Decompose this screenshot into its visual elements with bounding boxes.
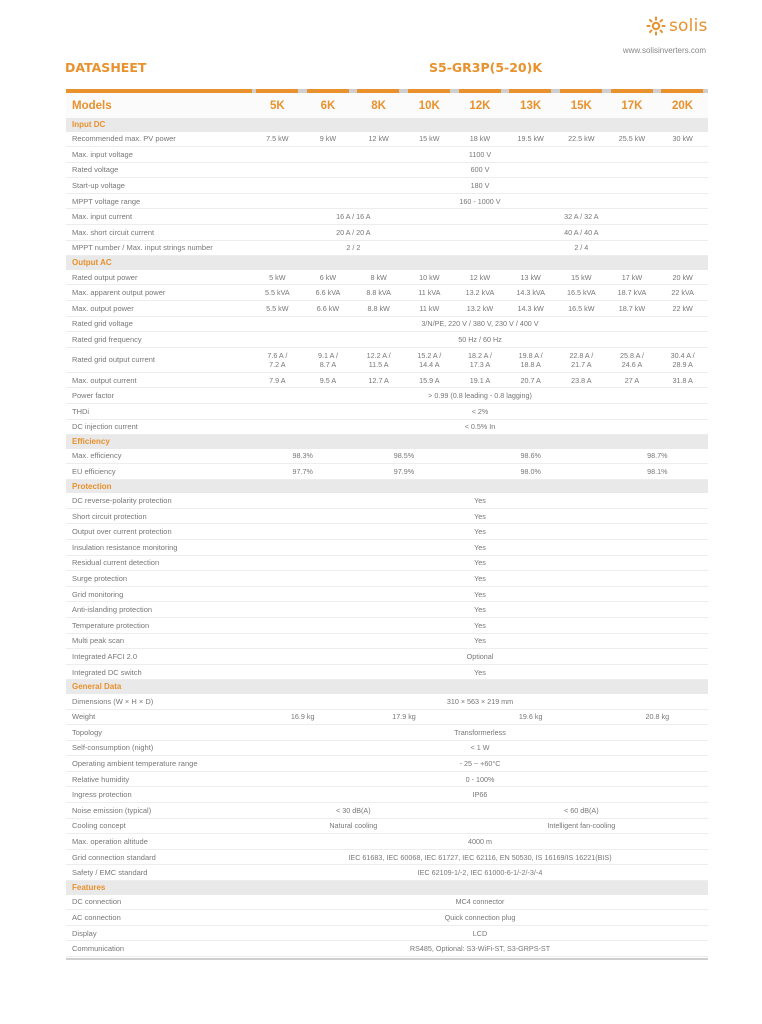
- row-value: Quick connection plug: [444, 912, 516, 922]
- section-input-dc: Input DC: [66, 118, 708, 132]
- model-12k: 12K: [469, 99, 491, 112]
- section-output-ac: Output AC: [66, 256, 708, 270]
- table-row: [66, 540, 708, 556]
- row-value: 17 kW: [621, 272, 643, 282]
- table-row: [66, 910, 708, 926]
- row-value: Transformerless: [454, 727, 506, 737]
- row-label: Self-consumption (night): [72, 743, 154, 753]
- table-row: [66, 163, 708, 179]
- row-value: Yes: [474, 496, 486, 506]
- row-value: < 30 dB(A): [336, 805, 371, 815]
- row-value: 22.8 A / 21.7 A: [569, 350, 594, 369]
- website-url: www.solisinverters.com: [622, 46, 706, 55]
- table-row: [66, 725, 708, 741]
- table-row: [66, 404, 708, 420]
- table-row: [66, 618, 708, 634]
- model-15k: 15K: [570, 99, 592, 112]
- table-row: [66, 194, 708, 210]
- table-row: [66, 587, 708, 603]
- row-label: Max. short circuit current: [72, 227, 155, 237]
- row-value: 31.8 A: [672, 375, 693, 385]
- model-5k: 5K: [269, 99, 285, 112]
- table-row: [66, 388, 708, 404]
- section-efficiency: Efficiency: [66, 435, 708, 449]
- table-row: [66, 348, 708, 373]
- row-value: 23.8 A: [571, 375, 592, 385]
- row-label: Rated grid output current: [72, 355, 155, 365]
- row-label: AC connection: [72, 912, 121, 922]
- row-value: 98.3%: [292, 451, 313, 461]
- table-row: [66, 941, 708, 957]
- row-value: 22 kW: [672, 303, 693, 313]
- row-value: 18 kW: [469, 134, 491, 144]
- table-row: [66, 787, 708, 803]
- row-value: RS485, Optional: S3-WiFi-ST, S3-GRPS-ST: [409, 944, 551, 954]
- section-general-data: General Data: [66, 680, 708, 694]
- table-row: [66, 509, 708, 525]
- table-row: [66, 332, 708, 348]
- row-label: Max. apparent output power: [72, 288, 166, 298]
- row-label: Integrated DC switch: [72, 667, 142, 677]
- table-row: [66, 819, 708, 835]
- row-value: 16.5 kVA: [567, 288, 596, 298]
- row-value: IEC 61683, IEC 60068, IEC 61727, IEC 62116, EN 50530, IS 16169/IS 16221(BIS): [348, 852, 612, 862]
- row-label: Start-up voltage: [72, 181, 125, 191]
- row-value: 8 kW: [370, 272, 387, 282]
- row-label: Short circuit protection: [72, 511, 147, 521]
- row-label: Surge protection: [72, 574, 128, 584]
- row-label: Relative humidity: [72, 774, 130, 784]
- row-value: 18.2 A / 17.3 A: [467, 350, 492, 369]
- row-value: 3/N/PE, 220 V / 380 V, 230 V / 400 V: [421, 319, 539, 329]
- row-label: Anti-islanding protection: [72, 605, 153, 615]
- row-value: 10 kW: [419, 272, 440, 282]
- model-20k: 20K: [672, 99, 694, 112]
- table-row: [66, 556, 708, 572]
- row-value: LCD: [472, 928, 488, 938]
- row-label: Max. operation altitude: [72, 837, 148, 847]
- row-value: 8.8 kW: [367, 303, 390, 313]
- row-label: Max. output current: [72, 375, 137, 385]
- row-value: Yes: [474, 527, 486, 537]
- row-label: Rated voltage: [72, 165, 119, 175]
- row-label: Grid connection standard: [72, 852, 156, 862]
- row-label: Max. efficiency: [72, 451, 122, 461]
- table-row: [66, 420, 708, 436]
- row-value: 30 kW: [672, 134, 693, 144]
- row-value: < 0.5% In: [464, 422, 496, 432]
- row-value: < 1 W: [470, 743, 490, 753]
- row-label: Temperature protection: [72, 620, 150, 630]
- section-protection: Protection: [66, 480, 708, 494]
- row-value: 15.9 A: [419, 375, 440, 385]
- row-value: 22.5 kW: [568, 134, 595, 144]
- row-value: 20.8 kg: [645, 712, 670, 722]
- row-label: Grid monitoring: [72, 589, 124, 599]
- table-row: [66, 895, 708, 911]
- doc-title: DATASHEET: [65, 60, 147, 75]
- row-value: 32 A / 32 A: [564, 212, 599, 222]
- row-value: 6.6 kVA: [315, 288, 341, 298]
- row-value: 160 - 1000 V: [459, 196, 501, 206]
- row-value: 97.7%: [292, 466, 313, 476]
- row-value: 16.9 kg: [290, 712, 315, 722]
- row-value: 40 A / 40 A: [564, 227, 599, 237]
- table-row: [66, 649, 708, 665]
- row-label: MPPT voltage range: [72, 196, 141, 206]
- table-row: [66, 301, 708, 317]
- table-body: [66, 118, 708, 957]
- row-value: 18.7 kW: [618, 303, 646, 313]
- row-value: 310 × 563 × 219 mm: [446, 696, 514, 706]
- table-row: [66, 850, 708, 866]
- table-row: [66, 225, 708, 241]
- row-value: 15 kW: [571, 272, 592, 282]
- row-value: - 25 ~ +60°C: [459, 759, 501, 769]
- row-value: 19.5 kW: [517, 134, 544, 144]
- row-value: 180 V: [470, 181, 490, 191]
- row-value: 5.5 kW: [266, 303, 289, 313]
- row-label: DC reverse-polarity protection: [72, 496, 172, 506]
- row-value: 13.2 kVA: [465, 288, 495, 298]
- row-value: < 60 dB(A): [564, 805, 599, 815]
- row-value: 98.0%: [520, 466, 541, 476]
- row-value: 9.1 A / 8.7 A: [317, 350, 338, 369]
- table-row: [66, 634, 708, 650]
- model-17k: 17K: [621, 99, 643, 112]
- row-value: Yes: [474, 667, 486, 677]
- row-value: 20 kW: [672, 272, 693, 282]
- row-label: Power factor: [72, 391, 115, 401]
- row-value: 12 kW: [469, 272, 491, 282]
- table-row: [66, 493, 708, 509]
- row-value: IEC 62109-1/-2, IEC 61000-6-1/-2/-3/-4: [417, 868, 543, 878]
- row-value: 7.9 A: [269, 375, 286, 385]
- row-label: DC connection: [72, 897, 122, 907]
- row-label: Dimensions (W × H × D): [72, 696, 154, 706]
- row-label: Insulation resistance monitoring: [72, 542, 178, 552]
- table-row: [66, 694, 708, 710]
- solis-logo: [646, 16, 708, 36]
- sun-icon: [646, 16, 666, 36]
- section-features: Features: [66, 881, 708, 895]
- row-value: Yes: [474, 511, 486, 521]
- row-value: Yes: [474, 574, 486, 584]
- row-value: 12.2 A / 11.5 A: [366, 350, 391, 369]
- row-label: Ingress protection: [72, 790, 132, 800]
- row-label: Recommended max. PV power: [72, 134, 176, 144]
- logo-text: solis: [669, 16, 708, 36]
- table-row: [66, 373, 708, 389]
- row-value: Yes: [474, 589, 486, 599]
- row-value: 98.7%: [647, 451, 668, 461]
- row-value: 22 kVA: [671, 288, 694, 298]
- table-row: [66, 571, 708, 587]
- table-row: [66, 524, 708, 540]
- row-value: 9 kW: [319, 134, 337, 144]
- bottom-rule: [66, 958, 708, 960]
- row-value: Yes: [474, 542, 486, 552]
- row-label: Communication: [72, 944, 125, 954]
- row-value: 0 - 100%: [465, 774, 495, 784]
- row-value: 97.9%: [393, 466, 415, 476]
- row-value: 13.2 kW: [466, 303, 494, 313]
- row-value: 19.1 A: [469, 375, 491, 385]
- row-label: Safety / EMC standard: [72, 868, 148, 878]
- row-value: < 2%: [471, 406, 489, 416]
- table-row: [66, 710, 708, 726]
- row-value: 2 / 2: [346, 243, 361, 253]
- row-value: 19.8 A / 18.8 A: [518, 350, 543, 369]
- row-label: Weight: [72, 712, 96, 722]
- table-row: [66, 241, 708, 257]
- row-value: 13 kW: [520, 272, 541, 282]
- row-value: 16.5 kW: [568, 303, 595, 313]
- datasheet-table: [66, 89, 708, 960]
- row-label: Display: [72, 928, 97, 938]
- models-header-row: [66, 93, 708, 118]
- row-value: 14.3 kW: [517, 303, 544, 313]
- row-value: 6.6 kW: [316, 303, 340, 313]
- table-row: [66, 317, 708, 333]
- row-label: Residual current detection: [72, 558, 160, 568]
- row-label: Rated grid voltage: [72, 319, 133, 329]
- row-value: Yes: [474, 620, 486, 630]
- table-row: [66, 756, 708, 772]
- table-row: [66, 665, 708, 681]
- row-value: 98.1%: [647, 466, 668, 476]
- row-value: 98.5%: [393, 451, 415, 461]
- row-value: 15.2 A / 14.4 A: [417, 350, 442, 369]
- row-value: 19.6 kg: [518, 712, 543, 722]
- row-value: 9.5 A: [319, 375, 337, 385]
- row-value: Intelligent fan-cooling: [547, 821, 616, 831]
- row-value: 6 kW: [319, 272, 337, 282]
- row-value: Optional: [466, 652, 494, 662]
- table-row: [66, 449, 708, 465]
- row-value: 17.9 kg: [392, 712, 416, 722]
- row-value: 30.4 A / 28.9 A: [670, 350, 695, 369]
- row-value: 14.3 kVA: [516, 288, 545, 298]
- row-value: 2 / 4: [574, 243, 589, 253]
- row-label: Operating ambient temperature range: [72, 759, 198, 769]
- row-label: THDi: [72, 406, 90, 416]
- table-row: [66, 834, 708, 850]
- row-label: Integrated AFCI 2.0: [72, 652, 138, 662]
- table-row: [66, 178, 708, 194]
- row-label: Multi peak scan: [72, 636, 125, 646]
- row-value: 7.5 kW: [266, 134, 289, 144]
- row-value: 7.6 A / 7.2 A: [267, 350, 288, 369]
- row-value: Natural cooling: [329, 821, 378, 831]
- table-row: [66, 602, 708, 618]
- row-value: 4000 m: [468, 837, 492, 847]
- row-label: Output over current protection: [72, 527, 172, 537]
- table-row: [66, 741, 708, 757]
- row-value: 5.5 kVA: [265, 288, 290, 298]
- row-value: 25.8 A / 24.6 A: [619, 350, 644, 369]
- table-row: [66, 285, 708, 301]
- table-row: [66, 270, 708, 286]
- table-row: [66, 772, 708, 788]
- row-value: 25.5 kW: [618, 134, 646, 144]
- product-series: S5-GR3P(5-20)K: [429, 60, 543, 75]
- row-label: Cooling concept: [72, 821, 126, 831]
- row-value: 16 A / 16 A: [336, 212, 371, 222]
- model-6k: 6K: [320, 99, 336, 112]
- row-value: 1100 V: [468, 149, 492, 159]
- row-label: EU efficiency: [72, 466, 116, 476]
- row-value: 20 A / 20 A: [336, 227, 371, 237]
- row-label: Rated output power: [72, 272, 138, 282]
- row-label: Max. input current: [72, 212, 133, 222]
- row-value: 11 kVA: [418, 288, 441, 298]
- row-value: 8.8 kVA: [366, 288, 391, 298]
- row-value: 18.7 kVA: [617, 288, 647, 298]
- row-value: Yes: [474, 636, 486, 646]
- row-value: 20.7 A: [520, 375, 541, 385]
- table-row: [66, 132, 708, 148]
- row-label: Rated grid frequency: [72, 334, 142, 344]
- row-value: 15 kW: [419, 134, 440, 144]
- row-value: Yes: [474, 558, 486, 568]
- row-value: Yes: [474, 605, 486, 615]
- row-value: 11 kW: [419, 303, 440, 313]
- row-label: Max. input voltage: [72, 149, 133, 159]
- row-label: MPPT number / Max. input strings number: [72, 243, 213, 253]
- row-value: 600 V: [470, 165, 490, 175]
- row-value: 50 Hz / 60 Hz: [458, 334, 502, 344]
- row-value: 12 kW: [368, 134, 389, 144]
- table-row: [66, 464, 708, 480]
- models-label: Models: [72, 99, 112, 112]
- table-row: [66, 209, 708, 225]
- model-13k: 13K: [520, 99, 542, 112]
- row-value: 5 kW: [269, 272, 286, 282]
- row-value: > 0.99 (0.8 leading - 0.8 lagging): [428, 391, 532, 401]
- table-row: [66, 803, 708, 819]
- model-10k: 10K: [418, 99, 440, 112]
- row-value: IP66: [472, 790, 488, 800]
- row-value: 12.7 A: [368, 375, 389, 385]
- model-8k: 8K: [371, 99, 386, 112]
- table-row: [66, 926, 708, 942]
- row-label: Max. output power: [72, 303, 134, 313]
- row-value: MC4 connector: [455, 897, 505, 907]
- row-label: Topology: [72, 727, 103, 737]
- row-label: Noise emission (typical): [72, 805, 152, 815]
- table-row: [66, 865, 708, 881]
- row-value: 98.6%: [520, 451, 541, 461]
- table-row: [66, 147, 708, 163]
- row-label: DC injection current: [72, 422, 138, 432]
- row-value: 27 A: [624, 375, 640, 385]
